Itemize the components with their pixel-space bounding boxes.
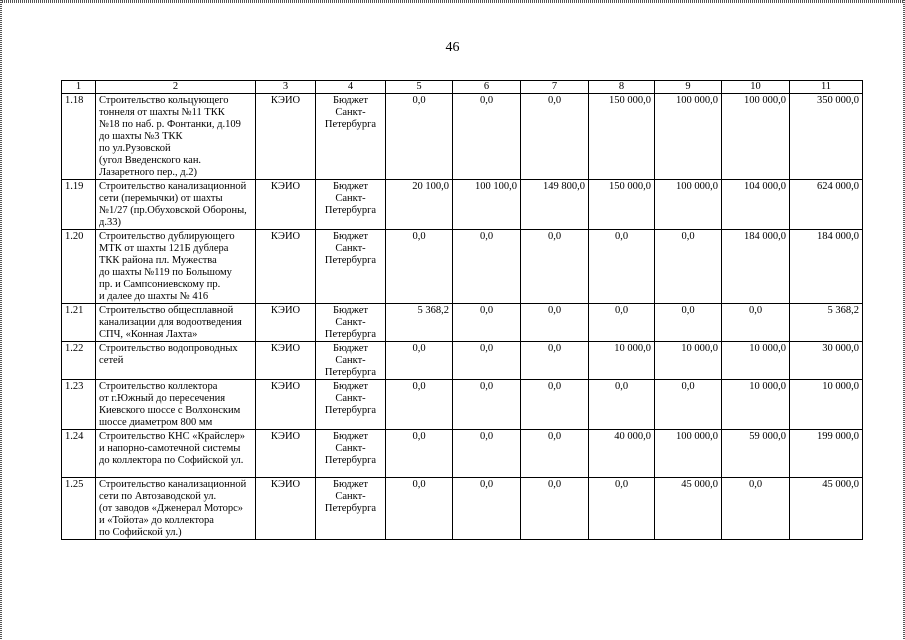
row-value: 100 000,0 [655, 94, 722, 180]
row-value: 10 000,0 [722, 342, 790, 380]
row-funding-source: Бюджет Санкт- Петербурга [316, 94, 386, 180]
row-value: 20 100,0 [386, 180, 453, 230]
row-value: 45 000,0 [790, 478, 863, 540]
row-number: 1.25 [62, 478, 96, 540]
row-value: 0,0 [453, 430, 521, 478]
row-value: 100 000,0 [655, 430, 722, 478]
row-value: 184 000,0 [722, 230, 790, 304]
row-value: 100 000,0 [722, 94, 790, 180]
row-value: 5 368,2 [386, 304, 453, 342]
row-number: 1.24 [62, 430, 96, 478]
row-value: 0,0 [386, 230, 453, 304]
row-value: 100 100,0 [453, 180, 521, 230]
header-row [62, 81, 863, 94]
row-value: 10 000,0 [722, 380, 790, 430]
row-value: 0,0 [655, 230, 722, 304]
table-row [62, 304, 863, 342]
row-value: 0,0 [722, 304, 790, 342]
row-executor: КЭИО [256, 94, 316, 180]
row-funding-source: Бюджет Санкт- Петербурга [316, 478, 386, 540]
row-executor: КЭИО [256, 180, 316, 230]
row-value: 0,0 [521, 430, 589, 478]
column-header-3: 3 [256, 81, 316, 94]
row-name: Строительство кольцующего тоннеля от шахты №11 ТКК №18 по наб. р. Фонтанки, д.109 до шахты №3 ТКК по ул.Рузовской (угол Введенского кан. Лазаретного пер., д.2) [96, 94, 256, 180]
row-value: 150 000,0 [589, 180, 655, 230]
row-value: 0,0 [453, 94, 521, 180]
row-value: 624 000,0 [790, 180, 863, 230]
row-value: 0,0 [589, 478, 655, 540]
table-row [62, 478, 863, 540]
row-value: 149 800,0 [521, 180, 589, 230]
row-value: 0,0 [521, 304, 589, 342]
row-number: 1.18 [62, 94, 96, 180]
row-value: 199 000,0 [790, 430, 863, 478]
row-name: Строительство КНС «Крайслер» и напорно-самотечной системы до коллектора по Софийской ул. [96, 430, 256, 478]
row-value: 40 000,0 [589, 430, 655, 478]
row-name: Строительство канализационной сети по Автозаводской ул. (от заводов «Дженерал Моторс» и «Тойота» до коллектора по Софийской ул.) [96, 478, 256, 540]
row-executor: КЭИО [256, 230, 316, 304]
row-value: 0,0 [453, 380, 521, 430]
column-header-2: 2 [96, 81, 256, 94]
row-funding-source: Бюджет Санкт- Петербурга [316, 180, 386, 230]
row-value: 0,0 [655, 380, 722, 430]
row-number: 1.22 [62, 342, 96, 380]
row-value: 10 000,0 [655, 342, 722, 380]
row-number: 1.19 [62, 180, 96, 230]
row-value: 100 000,0 [655, 180, 722, 230]
table-row [62, 430, 863, 478]
column-header-7: 7 [521, 81, 589, 94]
row-value: 0,0 [453, 342, 521, 380]
program-table [61, 80, 863, 540]
table-row [62, 94, 863, 180]
column-header-6: 6 [453, 81, 521, 94]
row-executor: КЭИО [256, 430, 316, 478]
row-value: 0,0 [386, 430, 453, 478]
row-number: 1.21 [62, 304, 96, 342]
row-value: 0,0 [386, 94, 453, 180]
row-value: 0,0 [386, 342, 453, 380]
table-row [62, 180, 863, 230]
column-header-4: 4 [316, 81, 386, 94]
page-number: 46 [445, 40, 460, 55]
row-value: 45 000,0 [655, 478, 722, 540]
row-value: 0,0 [386, 380, 453, 430]
table-body [62, 94, 863, 540]
column-header-11: 11 [790, 81, 863, 94]
row-value: 0,0 [589, 304, 655, 342]
row-value: 0,0 [521, 342, 589, 380]
row-funding-source: Бюджет Санкт- Петербурга [316, 430, 386, 478]
row-value: 30 000,0 [790, 342, 863, 380]
row-executor: КЭИО [256, 478, 316, 540]
row-value: 0,0 [521, 94, 589, 180]
row-funding-source: Бюджет Санкт- Петербурга [316, 230, 386, 304]
table-row [62, 380, 863, 430]
row-funding-source: Бюджет Санкт- Петербурга [316, 380, 386, 430]
table-row [62, 342, 863, 380]
row-value: 0,0 [722, 478, 790, 540]
row-value: 5 368,2 [790, 304, 863, 342]
column-header-8: 8 [589, 81, 655, 94]
page-border-left [0, 0, 2, 640]
row-executor: КЭИО [256, 342, 316, 380]
row-number: 1.23 [62, 380, 96, 430]
table-row [62, 230, 863, 304]
row-value: 0,0 [589, 230, 655, 304]
row-value: 0,0 [521, 230, 589, 304]
row-value: 10 000,0 [589, 342, 655, 380]
row-value: 0,0 [453, 304, 521, 342]
row-name: Строительство коллектора от г.Южный до пересечения Киевского шоссе с Волхонским шоссе диаметром 800 мм [96, 380, 256, 430]
row-value: 0,0 [453, 478, 521, 540]
row-funding-source: Бюджет Санкт- Петербурга [316, 342, 386, 380]
row-value: 0,0 [655, 304, 722, 342]
page-border-top [0, 0, 905, 3]
row-executor: КЭИО [256, 304, 316, 342]
row-name: Строительство дублирующего МТК от шахты 121Б дублера ТКК района пл. Мужества до шахты №119 по Большому пр. и Сампсониевскому пр. и далее до шахты № 416 [96, 230, 256, 304]
row-value: 0,0 [453, 230, 521, 304]
column-header-9: 9 [655, 81, 722, 94]
row-value: 150 000,0 [589, 94, 655, 180]
row-name: Строительство канализационной сети (перемычки) от шахты №1/27 (пр.Обуховской Обороны, д.33) [96, 180, 256, 230]
row-number: 1.20 [62, 230, 96, 304]
column-header-10: 10 [722, 81, 790, 94]
row-value: 59 000,0 [722, 430, 790, 478]
row-value: 350 000,0 [790, 94, 863, 180]
row-value: 0,0 [386, 478, 453, 540]
row-value: 104 000,0 [722, 180, 790, 230]
column-header-5: 5 [386, 81, 453, 94]
row-value: 0,0 [589, 380, 655, 430]
row-name: Строительство общесплавной канализации для водоотведения СПЧ, «Конная Лахта» [96, 304, 256, 342]
column-header-1: 1 [62, 81, 96, 94]
row-executor: КЭИО [256, 380, 316, 430]
row-name: Строительство водопроводных сетей [96, 342, 256, 380]
row-funding-source: Бюджет Санкт- Петербурга [316, 304, 386, 342]
row-value: 0,0 [521, 380, 589, 430]
row-value: 10 000,0 [790, 380, 863, 430]
row-value: 0,0 [521, 478, 589, 540]
row-value: 184 000,0 [790, 230, 863, 304]
